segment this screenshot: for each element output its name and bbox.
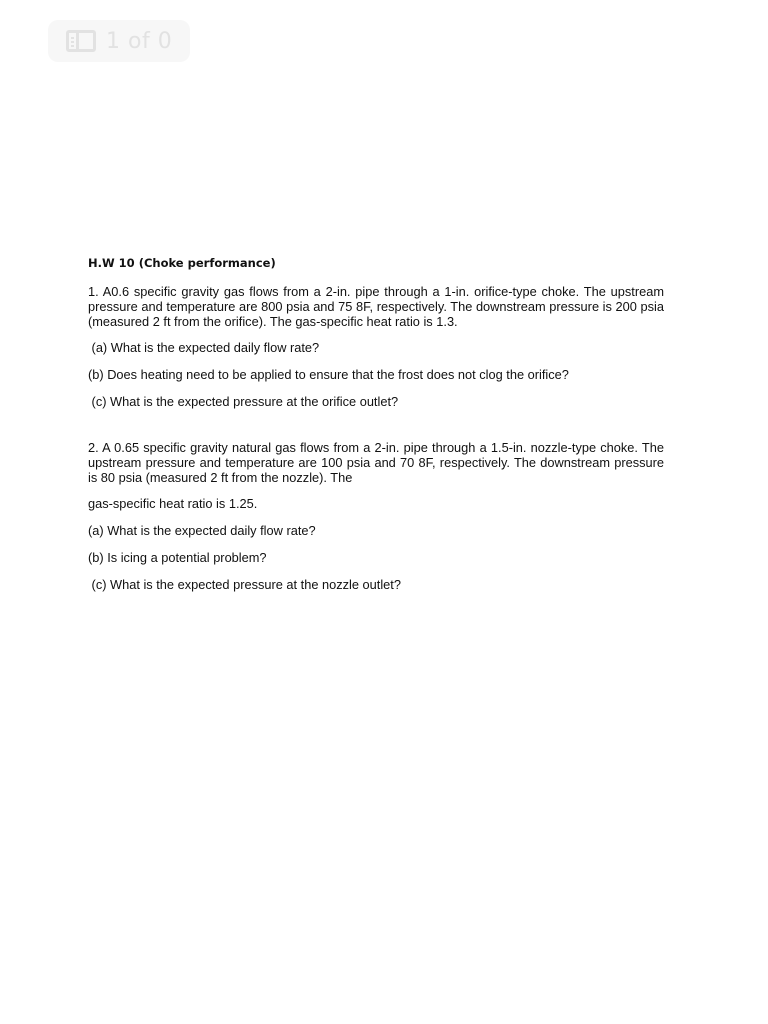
question-1-text: 1. A0.6 specific gravity gas flows from a 2-in. pipe through a 1-in. orifice-type choke. The upstream pressure and temperature are 800 psia and 75 8F, respectively. The downstream pressure is 200 psia (measured 2 ft from the orifice). The gas-specific heat ratio is 1.3. bbox=[88, 284, 664, 329]
page-count-label: 1 of 0 bbox=[106, 28, 173, 54]
question-2-part-b: (b) Is icing a potential problem? bbox=[88, 550, 267, 565]
page-thumbnail-icon bbox=[66, 30, 96, 52]
question-1-part-c: (c) What is the expected pressure at the orifice outlet? bbox=[88, 394, 399, 409]
page-indicator[interactable] bbox=[48, 20, 190, 62]
question-2-part-a: (a) What is the expected daily flow rate? bbox=[88, 523, 316, 538]
question-2-heat-ratio: gas-specific heat ratio is 1.25. bbox=[88, 496, 258, 511]
question-1-part-b: (b) Does heating need to be applied to ensure that the frost does not clog the orifice? bbox=[88, 367, 569, 382]
question-2-text: 2. A 0.65 specific gravity natural gas flows from a 2-in. pipe through a 1.5-in. nozzle-type choke. The upstream pressure and temperature are 100 psia and 70 8F, respectively. The downstream pressure is 80 psia (measured 2 ft from the nozzle). The bbox=[88, 440, 664, 485]
question-1-part-a: (a) What is the expected daily flow rate? bbox=[88, 340, 320, 355]
document-body bbox=[88, 254, 664, 592]
question-2-part-c: (c) What is the expected pressure at the nozzle outlet? bbox=[88, 577, 401, 592]
document-title: H.W 10 (Choke performance) bbox=[88, 256, 276, 270]
